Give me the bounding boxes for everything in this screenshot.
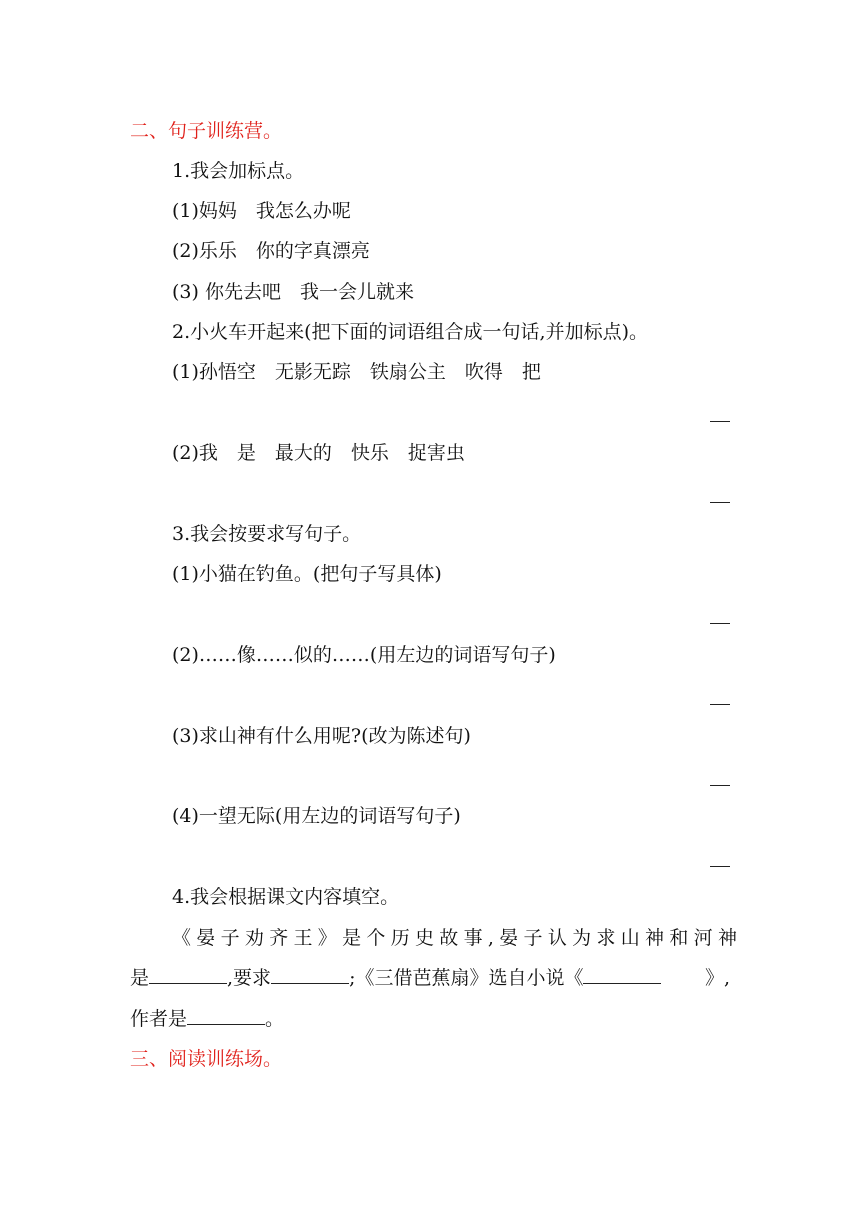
text-segment-end: 》, (704, 967, 730, 989)
question-2-title: 2.小火车开起来(把下面的词语组合成一句话,并加标点)。 (172, 321, 648, 343)
answer-line[interactable] (710, 704, 730, 705)
q4-paragraph-line-3 (130, 1006, 284, 1032)
q2-item-2: (2)我 是 最大的 快乐 捉害虫 (172, 442, 465, 464)
answer-line[interactable] (710, 623, 730, 624)
question-1-title: 1.我会加标点。 (172, 160, 305, 182)
q3-item-4: (4)一望无际(用左边的词语写句子) (172, 805, 461, 827)
answer-line[interactable] (710, 785, 730, 786)
fill-blank[interactable] (583, 967, 661, 984)
question-4-title: 4.我会根据课文内容填空。 (172, 886, 400, 908)
section-3-title: 三、阅读训练场。 (130, 1048, 283, 1070)
section-2-title: 二、句子训练营。 (130, 120, 283, 142)
q1-item-3: (3) 你先去吧 我一会儿就来 (172, 281, 414, 303)
q3-item-1: (1)小猫在钓鱼。(把句子写具体) (172, 563, 442, 585)
fill-blank[interactable] (187, 1008, 265, 1025)
q4-paragraph-line-2 (130, 965, 730, 991)
q4-paragraph-line-1: 《晏子劝齐王》是个历史故事,晏子认为求山神和河神 (172, 927, 743, 949)
answer-line[interactable] (710, 866, 730, 867)
q1-item-1: (1)妈妈 我怎么办呢 (172, 200, 351, 222)
q3-item-3: (3)求山神有什么用呢?(改为陈述句) (172, 725, 471, 747)
fill-blank[interactable] (271, 967, 349, 984)
q3-item-2: (2)……像……似的……(用左边的词语写句子) (172, 644, 556, 666)
answer-line[interactable] (710, 502, 730, 503)
text-segment: 是 ,要求 ;《三借芭蕉扇》选自小说《 (130, 965, 661, 991)
fill-blank[interactable] (149, 967, 227, 984)
answer-line[interactable] (710, 421, 730, 422)
question-3-title: 3.我会按要求写句子。 (172, 523, 362, 545)
q1-item-2: (2)乐乐 你的字真漂亮 (172, 240, 370, 262)
q2-item-1: (1)孙悟空 无影无踪 铁扇公主 吹得 把 (172, 361, 541, 383)
text-segment: 作者是 (130, 1008, 188, 1030)
text-segment: 。 (265, 1008, 285, 1030)
